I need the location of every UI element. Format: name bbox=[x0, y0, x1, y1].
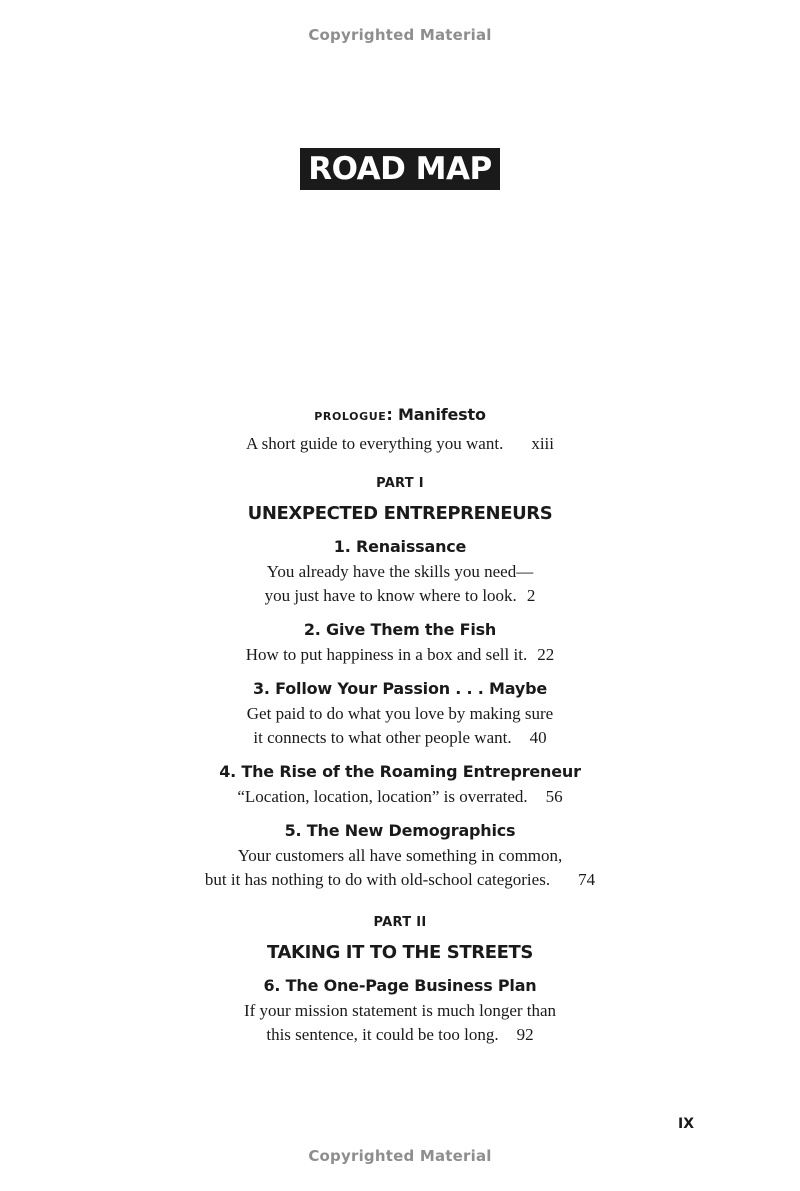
chapter-5-title: 5. The New Demographics bbox=[284, 821, 516, 840]
chapter-1-line-1: You already have the skills you need— bbox=[266, 562, 534, 581]
part-1-label: PART I bbox=[376, 476, 424, 491]
chapter-6-title: 6. The One-Page Business Plan bbox=[263, 976, 537, 995]
chapter-4-line-1: “Location, location, location” is overrated. 56 bbox=[0, 785, 800, 809]
chapter-5-page-number: 74 bbox=[578, 870, 596, 889]
chapter-3 bbox=[0, 678, 800, 750]
chapter-6-line-2: this sentence, it could be too long. 92 bbox=[0, 1023, 800, 1047]
chapter-2-title: 2. Give Them the Fish bbox=[303, 620, 497, 639]
prologue-heading bbox=[0, 404, 800, 428]
part-2-label: PART II bbox=[373, 915, 427, 930]
chapter-1 bbox=[0, 536, 800, 608]
chapter-2-line-1: How to put happiness in a box and sell it. 22 bbox=[0, 643, 800, 667]
chapter-3-line-2: it connects to what other people want. 40 bbox=[0, 726, 800, 750]
chapter-5-line-1: Your customers all have something in common, bbox=[237, 846, 563, 865]
chapter-6-page-number: 92 bbox=[516, 1025, 534, 1044]
chapter-3-title: 3. Follow Your Passion . . . Maybe bbox=[252, 679, 547, 698]
prologue-label: PROLOGUE bbox=[314, 410, 387, 423]
chapter-1-line-2: you just have to know where to look. 2 bbox=[0, 584, 800, 608]
folio-page-number: IX bbox=[678, 1116, 695, 1132]
watermark-top: Copyrighted Material bbox=[308, 26, 492, 44]
chapter-3-line-1: Get paid to do what you love by making sure bbox=[246, 704, 554, 723]
chapter-4 bbox=[0, 761, 800, 809]
prologue-title: Manifesto bbox=[397, 405, 486, 424]
chapter-2-page-number: 22 bbox=[537, 645, 555, 664]
part-2-title: TAKING IT TO THE STREETS bbox=[267, 942, 533, 963]
chapter-5-line-2: but it has nothing to do with old-school categories. 74 bbox=[0, 868, 800, 892]
page-title: ROAD MAP bbox=[300, 148, 499, 190]
chapter-5 bbox=[0, 820, 800, 892]
watermark-bottom: Copyrighted Material bbox=[308, 1147, 492, 1165]
prologue-description: A short guide to everything you want. bbox=[246, 434, 504, 453]
part-1-title: UNEXPECTED ENTREPRENEURS bbox=[247, 503, 553, 524]
chapter-4-page-number: 56 bbox=[545, 787, 563, 806]
prologue-page-number: xiii bbox=[531, 434, 554, 453]
chapter-4-title: 4. The Rise of the Roaming Entrepreneur bbox=[219, 762, 581, 781]
chapter-6 bbox=[0, 975, 800, 1047]
table-of-contents bbox=[0, 404, 800, 1047]
chapter-1-page-number: 2 bbox=[526, 586, 536, 605]
chapter-6-line-1: If your mission statement is much longer than bbox=[243, 1001, 557, 1020]
prologue-description-line bbox=[0, 432, 800, 456]
chapter-2 bbox=[0, 619, 800, 667]
chapter-1-title: 1. Renaissance bbox=[333, 537, 467, 556]
prologue-separator: : bbox=[386, 405, 393, 424]
chapter-3-page-number: 40 bbox=[529, 728, 547, 747]
